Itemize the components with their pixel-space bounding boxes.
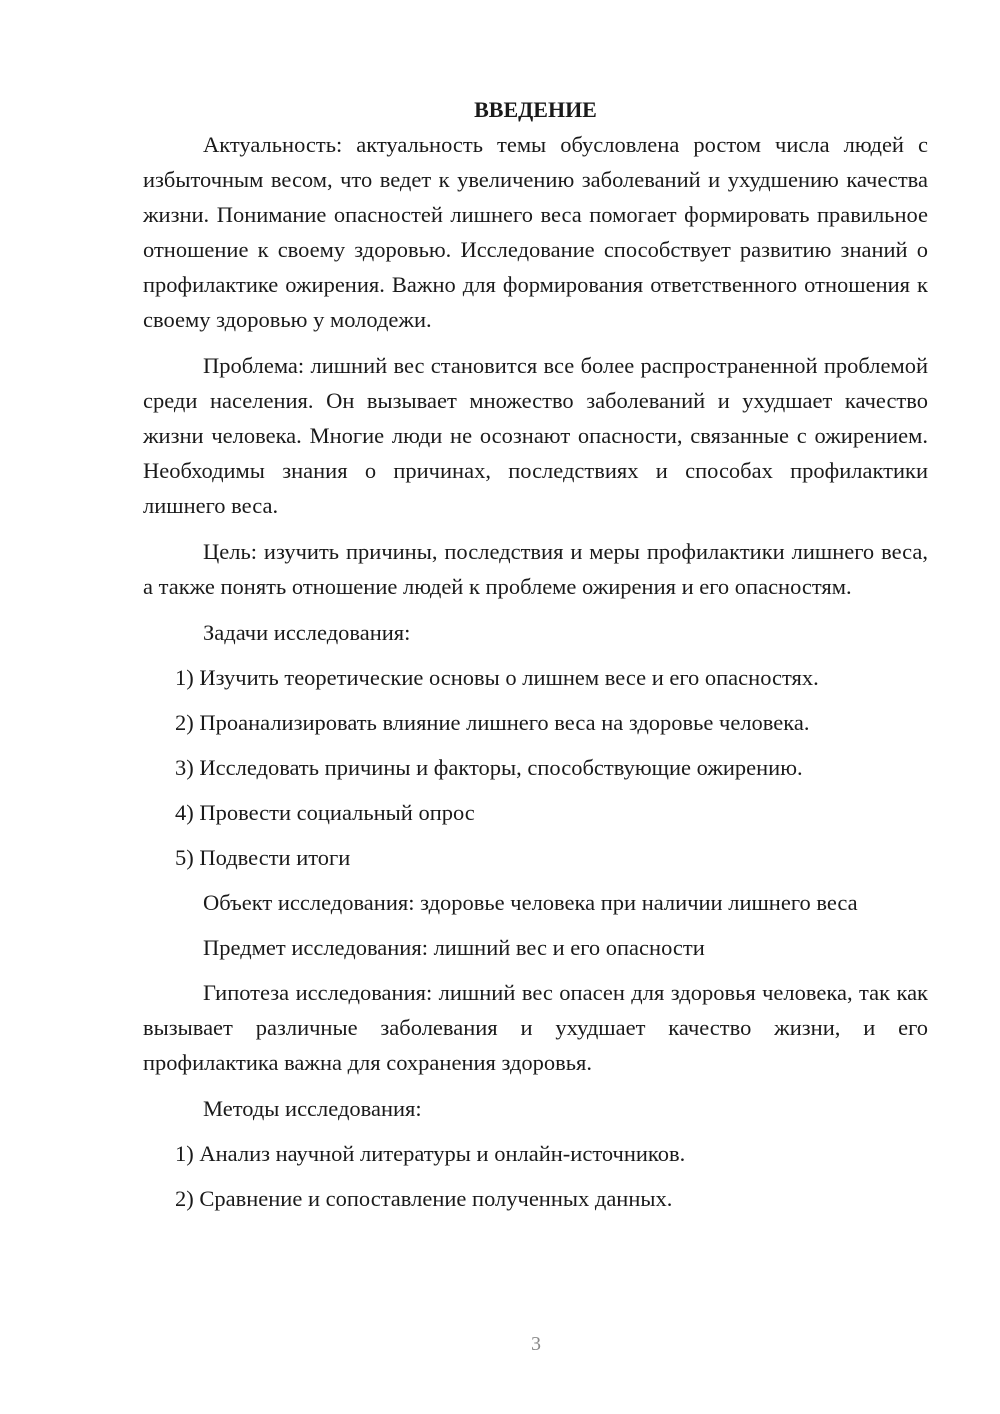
paragraph-goal: Цель: изучить причины, последствия и меры профилактики лишнего веса, а также понять отношение людей к проблеме ожирения и его опасностям. [143, 539, 928, 599]
methods-title: Методы исследования: [203, 1096, 422, 1121]
page-number: 3 [531, 1333, 541, 1355]
tasks-title: Задачи исследования: [203, 620, 411, 645]
task-item: 5) Подвести итоги [175, 845, 351, 870]
paragraph-relevance: Актуальность: актуальность темы обусловлена ростом числа людей с избыточным весом, что ведет к увеличению заболеваний и ухудшению качества жизни. Понимание опасностей лишнего веса помогает формировать правильное отношение к своему здоровью. Исследование способствует развитию знаний о профилактике ожирения. Важно для формирования ответственного отношения к своему здоровью у молодежи. [143, 132, 928, 332]
page-body [143, 92, 928, 1226]
method-item: 2) Сравнение и сопоставление полученных данных. [175, 1186, 673, 1211]
method-item: 1) Анализ научной литературы и онлайн-источников. [175, 1141, 686, 1166]
task-item: 2) Проанализировать влияние лишнего веса на здоровье человека. [175, 710, 810, 735]
paragraph-problem: Проблема: лишний вес становится все более распространенной проблемой среди населения. Он вызывает множество заболеваний и ухудшает качество жизни человека. Многие люди не осознают опасности, связанные с ожирением. Необходимы знания о причинах, последствиях и способах профилактики лишнего веса. [143, 353, 928, 518]
section-heading: ВВЕДЕНИЕ [474, 97, 597, 122]
paragraph-hypothesis: Гипотеза исследования: лишний вес опасен для здоровья человека, так как вызывает различные заболевания и ухудшает качество жизни, и его профилактика важна для сохранения здоровья. [143, 980, 928, 1075]
task-item: 1) Изучить теоретические основы о лишнем весе и его опасностях. [175, 665, 819, 690]
task-item: 3) Исследовать причины и факторы, способствующие ожирению. [175, 755, 803, 780]
research-object: Объект исследования: здоровье человека при наличии лишнего веса [203, 890, 858, 915]
research-subject: Предмет исследования: лишний вес и его опасности [203, 935, 705, 960]
task-item: 4) Провести социальный опрос [175, 800, 475, 825]
